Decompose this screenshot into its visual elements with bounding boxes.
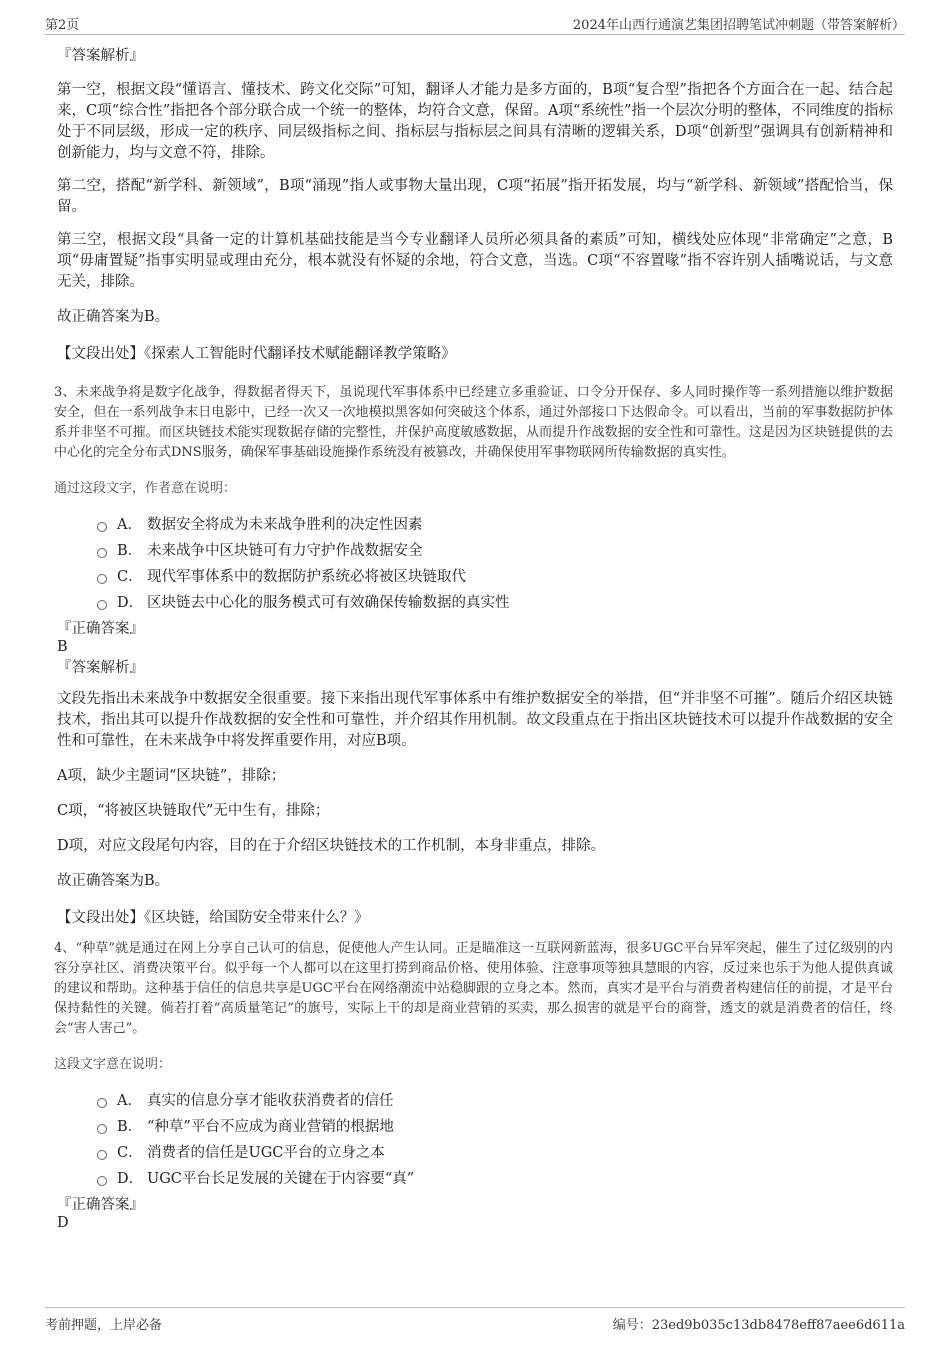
footer-slogan: 考前押题，上岸必备 (45, 1318, 163, 1333)
radio-icon[interactable] (97, 574, 107, 584)
q3-analysis-paragraph: D项，对应文段尾句内容，目的在于介绍区块链技术的工作机制，本身非重点，排除。 (57, 838, 606, 854)
q4-correct-label: 『正确答案』 (57, 1197, 144, 1213)
q3-analysis-paragraph: 文段先指出未来战争中数据安全很重要。接下来指出现代军事体系中有维护数据安全的举措，但“并非坚不可摧”。随后介绍区块链技术，指出其可以提升作战数据的安全性和可靠性，并介绍其作用机制。故文段重点在于指出区块链技术可以提升作战数据的安全性和可靠性，在未来战争中将发挥重要作用，对应B项。 (57, 691, 893, 749)
q2-analysis-paragraph: 第二空，搭配“新学科、新领域”，B项“涌现”指人或事物大量出现，C项“拓展”指开拓发展，均与“新学科、新领域”搭配恰当，保留。 (57, 178, 893, 215)
q2-analysis-paragraph: 第一空，根据文段“懂语言、懂技术、跨文化交际”可知，翻译人才能力是多方面的，B项“复合型”指把各个方面合在一起、结合起来，C项“综合性”指把各个部分联合成一个统一的整体，均符合文意，保留。A项“系统性”指一个层次分明的整体，不同维度的指标处于不同层级，形成一定的秩序、同层级指标之间、指标层与指标层之间具有清晰的逻辑关系，D项“创新型”强调具有创新精神和创新能力，均与文意不符，排除。 (57, 82, 893, 161)
radio-icon[interactable] (97, 1124, 107, 1134)
q4-prompt: 这段文字意在说明： (54, 1057, 172, 1072)
option-letter: D． (117, 595, 144, 611)
q3-option-a[interactable] (97, 512, 893, 538)
q3-prompt: 通过这段文字，作者意在说明： (54, 481, 237, 496)
q3-analysis-paragraph: C项，“将被区块链取代”无中生有，排除； (57, 803, 330, 819)
option-text: 未来战争中区块链可有力守护作战数据安全 (147, 543, 423, 559)
q3-option-d[interactable] (97, 590, 893, 616)
option-text: 真实的信息分享才能收获消费者的信任 (147, 1093, 394, 1109)
q3-source: 【文段出处】《区块链，给国防安全带来什么？》 (57, 910, 369, 926)
q3-correct-answer: B (57, 639, 68, 655)
document-id: 编号：23ed9b035c13db8478eff87aee6d611a (612, 1318, 905, 1333)
radio-icon[interactable] (97, 1098, 107, 1108)
q4-option-b[interactable] (97, 1114, 893, 1140)
radio-icon[interactable] (97, 522, 107, 532)
page-content (54, 46, 893, 1232)
option-letter: B． (117, 1119, 143, 1135)
option-text: 现代军事体系中的数据防护系统必将被区块链取代 (147, 569, 466, 585)
q3-options (97, 512, 893, 616)
q4-option-a[interactable] (97, 1088, 893, 1114)
q3-option-c[interactable] (97, 564, 893, 590)
radio-icon[interactable] (97, 1176, 107, 1186)
q3-conclusion: 故正确答案为B。 (57, 873, 170, 889)
q4-option-d[interactable] (97, 1166, 893, 1192)
q2-conclusion: 故正确答案为B。 (57, 309, 170, 325)
option-text: 数据安全将成为未来战争胜利的决定性因素 (147, 517, 423, 533)
option-letter: A． (117, 1093, 142, 1109)
q2-analysis-label: 『答案解析』 (57, 48, 144, 64)
option-letter: C． (117, 1145, 143, 1161)
page-number: 第2页 (45, 18, 80, 33)
q4-stem: 4、“种草”就是通过在网上分享自己认可的信息，促使他人产生认同。正是瞄准这一互联网新蓝海，很多UGC平台异军突起，催生了过亿级别的内容分享社区、消费决策平台。似乎每一个人都可以在这里打捞到商品价格、使用体验、注意事项等独具慧眼的内容，反过来也乐于为他人提供真诚的建议和帮助。这种基于信任的信息共享是UGC平台在网络潮流中站稳脚跟的立身之本。然而，真实才是平台与消费者构建信任的前提，才是平台保持黏性的关键。倘若打着“高质量笔记”的旗号，实际上干的却是商业营销的买卖，那么损害的就是平台的商誉，透支的就是消费者的信任，终会“害人害己”。 (54, 941, 893, 1036)
page-header (45, 12, 905, 35)
radio-icon[interactable] (97, 548, 107, 558)
page-footer (45, 1307, 905, 1332)
option-text: UGC平台长足发展的关键在于内容要“真” (147, 1171, 415, 1187)
option-text: 消费者的信任是UGC平台的立身之本 (147, 1145, 385, 1161)
document-title: 2024年山西行通演艺集团招聘笔试冲刺题（带答案解析） (572, 18, 905, 33)
q4-option-c[interactable] (97, 1140, 893, 1166)
radio-icon[interactable] (97, 600, 107, 610)
option-letter: A． (117, 517, 142, 533)
q3-analysis-label: 『答案解析』 (57, 660, 144, 676)
q4-correct-answer: D (57, 1215, 69, 1231)
q3-stem: 3、未来战争将是数字化战争，得数据者得天下，虽说现代军事体系中已经建立多重验证、口令分开保存、多人同时操作等一系列措施以维护数据安全，但在一系列战争末日电影中，已经一次又一次地模拟黑客如何突破这个体系，通过外部接口下达假命令。可以看出，当前的军事数据防护体系并非坚不可摧。而区块链技术能实现数据存储的完整性，并保护高度敏感数据，从而提升作战数据的安全性和可靠性。这是因为区块链提供的去中心化的完全分布式DNS服务，确保军事基础设施操作系统没有被篡改，并确保使用军事物联网所传输数据的真实性。 (54, 385, 893, 460)
q3-option-b[interactable] (97, 538, 893, 564)
q3-analysis-paragraph: A项，缺少主题词“区块链”，排除； (57, 768, 286, 784)
option-letter: C． (117, 569, 143, 585)
option-letter: B． (117, 543, 143, 559)
option-text: “种草”平台不应成为商业营销的根据地 (147, 1119, 394, 1135)
option-letter: D． (117, 1171, 144, 1187)
q2-source: 【文段出处】《探索人工智能时代翻译技术赋能翻译教学策略》 (57, 346, 456, 362)
q3-correct-label: 『正确答案』 (57, 621, 144, 637)
radio-icon[interactable] (97, 1150, 107, 1160)
q2-analysis-paragraph: 第三空，根据文段“具备一定的计算机基础技能是当今专业翻译人员所必须具备的素质”可知，横线处应体现“非常确定”之意，B项“毋庸置疑”指事实明显或理由充分，根本就没有怀疑的余地，符合文意，当选。C项“不容置喙”指不容许别人插嘴说话，与文意无关，排除。 (57, 232, 893, 290)
option-text: 区块链去中心化的服务模式可有效确保传输数据的真实性 (147, 595, 510, 611)
q4-options (97, 1088, 893, 1192)
